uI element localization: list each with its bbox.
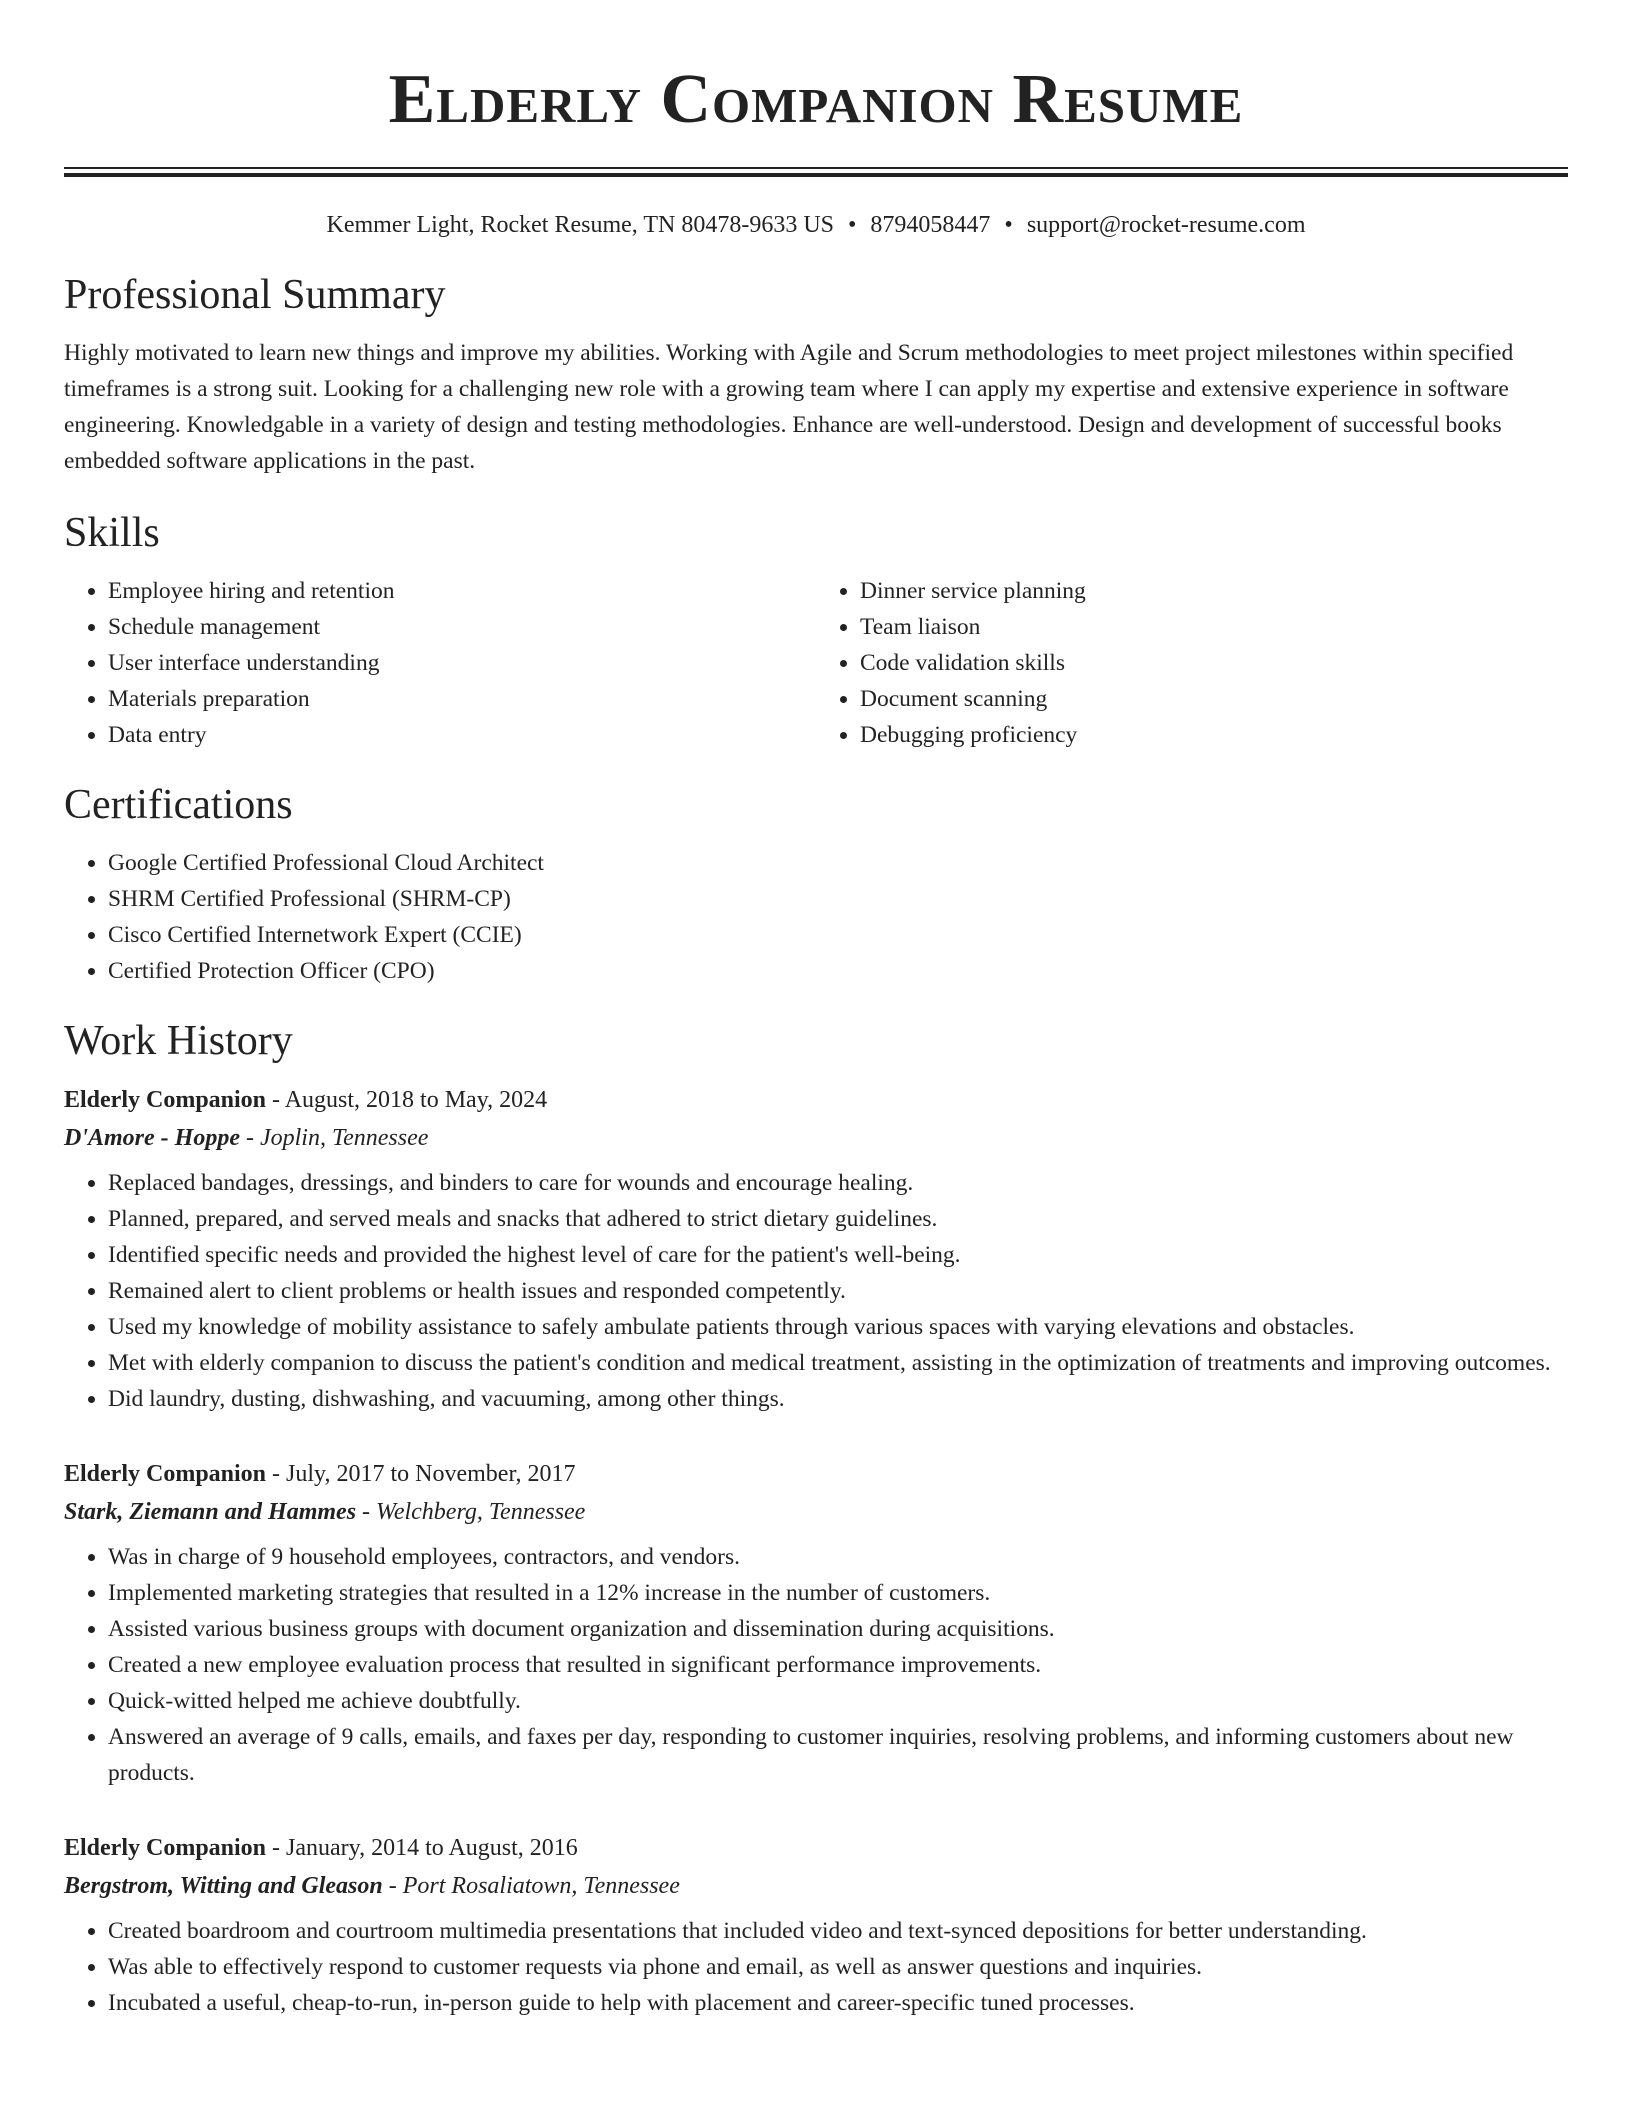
skill-item: • Materials preparation	[108, 681, 816, 717]
job-duties-list	[64, 1165, 1568, 1417]
job-title: Elderly Companion	[64, 1087, 267, 1113]
job-title-line	[64, 1081, 1568, 1119]
skill-item: • Code validation skills	[860, 645, 1568, 681]
summary-heading: Professional Summary	[64, 272, 446, 318]
skills-heading: Skills	[64, 510, 160, 556]
job-duty: • Replaced bandages, dressings, and binders to care for wounds and encourage healing.	[108, 1165, 1568, 1201]
job-dates: - July, 2017 to November, 2017	[266, 1461, 576, 1487]
job-duty: • Assisted various business groups with document organization and dissemination during acquisitions.	[108, 1611, 1568, 1647]
skill-item: • Team liaison	[860, 609, 1568, 645]
skills-section	[64, 507, 1568, 753]
certifications-section	[64, 779, 1568, 989]
professional-summary-section	[64, 269, 1568, 479]
job-company-line	[64, 1493, 1568, 1531]
certifications-list	[64, 845, 1568, 989]
skill-item: • Debugging proficiency	[860, 717, 1568, 753]
job-duty: • Was in charge of 9 household employees, contractors, and vendors.	[108, 1539, 1568, 1575]
job-title: Elderly Companion	[64, 1835, 267, 1861]
job-duty: • Created boardroom and courtroom multimedia presentations that included video and text-synced depositions for better understanding.	[108, 1913, 1568, 1949]
job-location: - Welchberg, Tennessee	[356, 1499, 586, 1525]
job-company: Bergstrom, Witting and Gleason	[64, 1873, 383, 1899]
job-dates: - August, 2018 to May, 2024	[266, 1087, 548, 1113]
skills-list-left	[64, 573, 816, 753]
skill-item: • Document scanning	[860, 681, 1568, 717]
job-company-line	[64, 1867, 1568, 1905]
job-duty: • Answered an average of 9 calls, emails, and faxes per day, responding to customer inquiries, resolving problems, and informing customers about new products.	[108, 1719, 1568, 1791]
job-company-line	[64, 1119, 1568, 1157]
job-duty: • Used my knowledge of mobility assistance to safely ambulate patients through various spaces with varying elevations and obstacles.	[108, 1309, 1568, 1345]
job-duties-list	[64, 1913, 1568, 2021]
job-duty: • Identified specific needs and provided the highest level of care for the patient's well-being.	[108, 1237, 1568, 1273]
job-company: Stark, Ziemann and Hammes	[64, 1499, 357, 1525]
job-company: D'Amore - Hoppe	[64, 1125, 240, 1151]
work-history-heading: Work History	[64, 1018, 293, 1064]
job-duty: • Did laundry, dusting, dishwashing, and vacuuming, among other things.	[108, 1381, 1568, 1417]
contact-address: Kemmer Light, Rocket Resume, TN 80478-9633 US	[326, 212, 834, 238]
certification-item: • Cisco Certified Internetwork Expert (CCIE)	[108, 917, 1568, 953]
skill-item: • Dinner service planning	[860, 573, 1568, 609]
job-duty: • Was able to effectively respond to customer requests via phone and email, as well as answer questions and inquiries.	[108, 1949, 1568, 1985]
skills-grid	[64, 573, 1568, 753]
job-location: - Port Rosaliatown, Tennessee	[382, 1873, 680, 1899]
job-title: Elderly Companion	[64, 1461, 267, 1487]
certification-item: • SHRM Certified Professional (SHRM-CP)	[108, 881, 1568, 917]
job-entry	[64, 1455, 1568, 1791]
work-history-section	[64, 1015, 1568, 2021]
job-entry	[64, 1081, 1568, 1417]
contact-line	[64, 209, 1568, 241]
contact-email: support@rocket-resume.com	[1026, 212, 1306, 238]
resume-title: Elderly Companion Resume	[388, 61, 1244, 138]
contact-phone: 8794058447	[870, 212, 991, 238]
skills-list-right	[816, 573, 1568, 753]
job-duty: • Incubated a useful, cheap-to-run, in-person guide to help with placement and career-specific tuned processes.	[108, 1985, 1568, 2021]
job-duties-list	[64, 1539, 1568, 1791]
certification-item: • Certified Protection Officer (CPO)	[108, 953, 1568, 989]
contact-separator: •	[848, 212, 857, 238]
certification-item: • Google Certified Professional Cloud Architect	[108, 845, 1568, 881]
job-duty: • Remained alert to client problems or health issues and responded competently.	[108, 1273, 1568, 1309]
skill-item: • Schedule management	[108, 609, 816, 645]
job-dates: - January, 2014 to August, 2016	[266, 1835, 578, 1861]
skill-item: • Data entry	[108, 717, 816, 753]
job-duty: • Created a new employee evaluation process that resulted in significant performance improvements.	[108, 1647, 1568, 1683]
job-duty: • Quick-witted helped me achieve doubtfully.	[108, 1683, 1568, 1719]
job-location: - Joplin, Tennessee	[239, 1125, 429, 1151]
job-entry	[64, 1829, 1568, 2021]
contact-separator: •	[1004, 212, 1013, 238]
job-title-line	[64, 1455, 1568, 1493]
certifications-heading: Certifications	[64, 782, 293, 828]
skill-item: • Employee hiring and retention	[108, 573, 816, 609]
job-title-line	[64, 1829, 1568, 1867]
job-duty: • Planned, prepared, and served meals and snacks that adhered to strict dietary guidelines.	[108, 1201, 1568, 1237]
title-divider	[64, 167, 1568, 177]
job-duty: • Met with elderly companion to discuss the patient's condition and medical treatment, assisting in the optimization of treatments and improving outcomes.	[108, 1345, 1568, 1381]
job-duty: • Implemented marketing strategies that resulted in a 12% increase in the number of customers.	[108, 1575, 1568, 1611]
skill-item: • User interface understanding	[108, 645, 816, 681]
summary-text: Highly motivated to learn new things and improve my abilities. Working with Agile and Scrum methodologies to meet project milestones within specified timeframes is a strong suit. Looking for a challenging new role with a growing team where I can apply my expertise and extensive experience in software engineering. Knowledgable in a variety of design and testing methodologies. Enhance are well-understood. Design and development of successful books embedded software applications in the past.	[64, 340, 1514, 474]
